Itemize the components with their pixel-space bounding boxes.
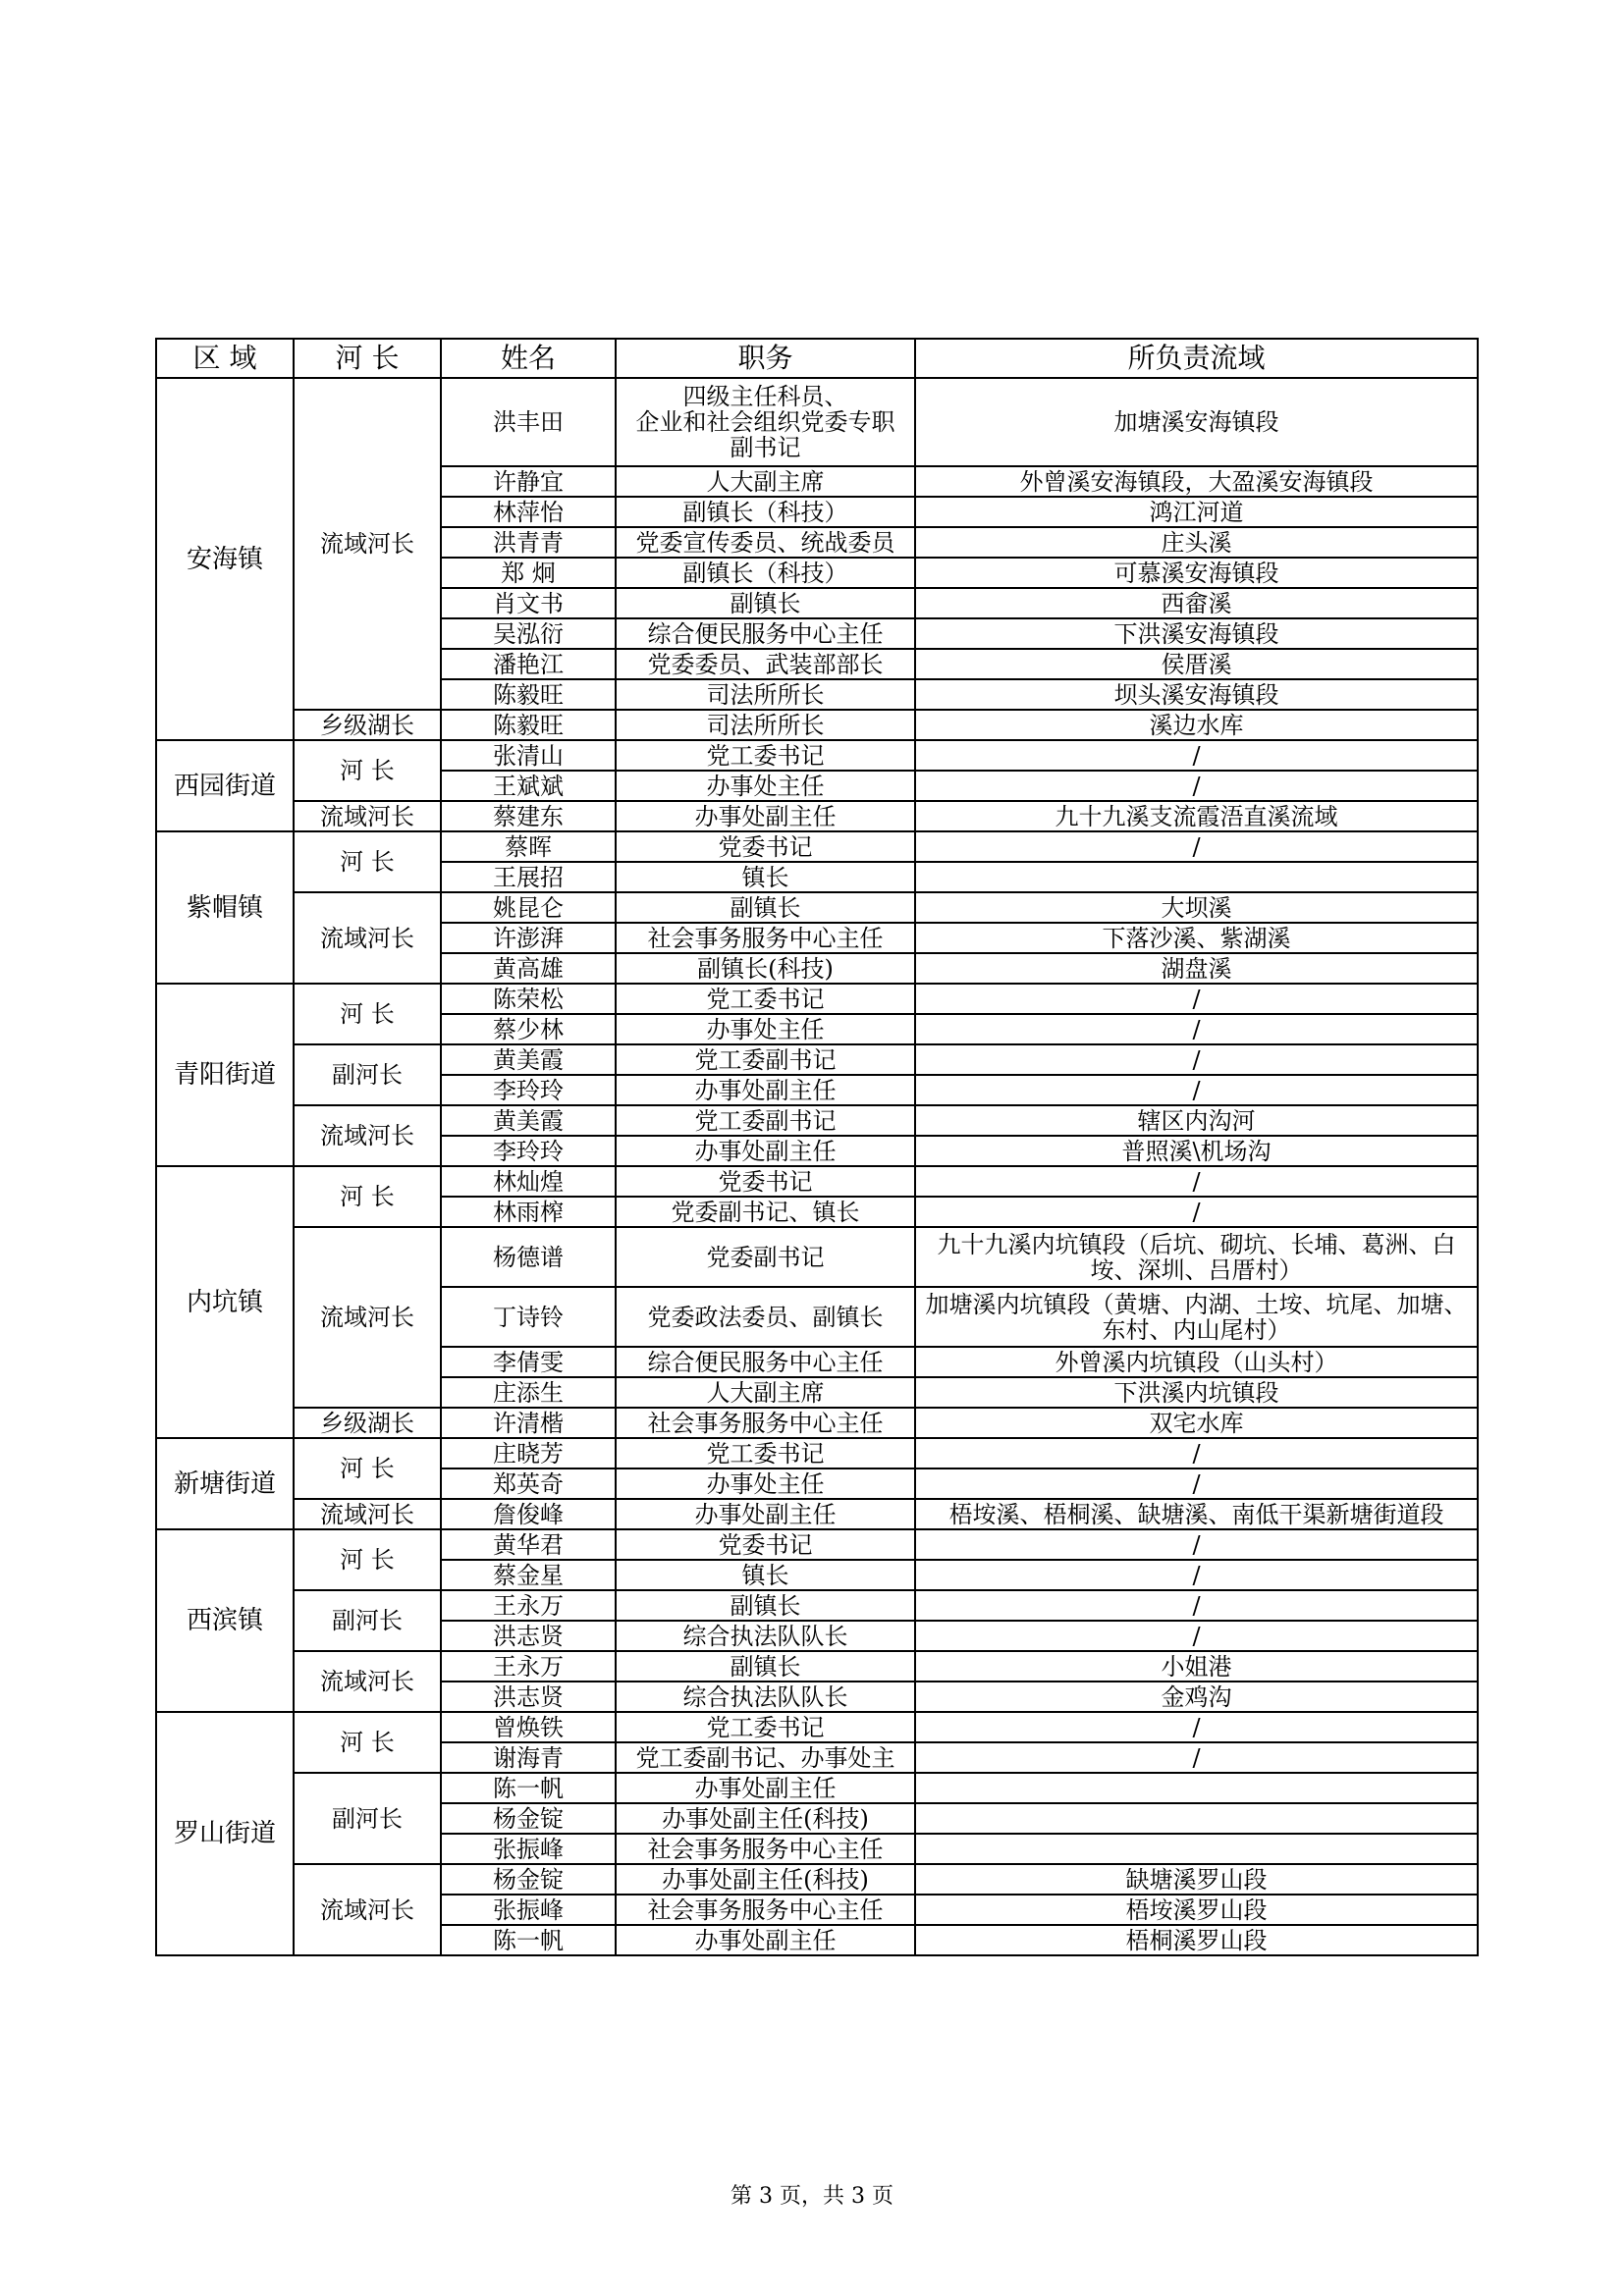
- basin-cell: /: [915, 1590, 1478, 1621]
- name-cell: 曾焕铁: [441, 1712, 616, 1742]
- name-cell: 谢海青: [441, 1742, 616, 1773]
- position-cell: 副镇长（科技）: [616, 497, 915, 527]
- area-cell: 内坑镇: [156, 1166, 294, 1438]
- position-cell: 四级主任科员、 企业和社会组织党委专职 副书记: [616, 378, 915, 466]
- name-cell: 蔡建东: [441, 801, 616, 831]
- header-chief: 河 长: [294, 339, 441, 378]
- header-position: 职务: [616, 339, 915, 378]
- basin-cell: /: [915, 1468, 1478, 1499]
- table-row: [156, 1438, 1478, 1468]
- position-cell: 综合便民服务中心主任: [616, 1347, 915, 1377]
- basin-cell: 庄头溪: [915, 527, 1478, 558]
- basin-cell: /: [915, 740, 1478, 771]
- basin-cell: 九十九溪内坑镇段（后坑、砌坑、长埔、葛洲、白垵、深圳、吕厝村）: [915, 1227, 1478, 1287]
- position-cell: 办事处副主任: [616, 1499, 915, 1529]
- basin-cell: /: [915, 1014, 1478, 1044]
- position-cell: 司法所所长: [616, 679, 915, 710]
- position-cell: 办事处副主任(科技): [616, 1803, 915, 1834]
- table-row: [156, 1773, 1478, 1803]
- name-cell: 林雨榨: [441, 1197, 616, 1227]
- name-cell: 陈毅旺: [441, 710, 616, 740]
- name-cell: 陈一帆: [441, 1773, 616, 1803]
- position-cell: 副镇长: [616, 892, 915, 923]
- basin-cell: [915, 1834, 1478, 1864]
- position-cell: 党委书记: [616, 1529, 915, 1560]
- position-cell: 办事处副主任: [616, 1075, 915, 1105]
- position-cell: 社会事务服务中心主任: [616, 1834, 915, 1864]
- name-cell: 张振峰: [441, 1895, 616, 1925]
- basin-cell: 九十九溪支流霞浯直溪流域: [915, 801, 1478, 831]
- name-cell: 潘艳江: [441, 649, 616, 679]
- table-row: [156, 1105, 1478, 1136]
- name-cell: 王永万: [441, 1590, 616, 1621]
- basin-cell: 普照溪\机场沟: [915, 1136, 1478, 1166]
- position-cell: 镇长: [616, 1560, 915, 1590]
- chief-role-cell: 河 长: [294, 1438, 441, 1499]
- position-cell: 办事处副主任: [616, 1925, 915, 1955]
- name-cell: 洪志贤: [441, 1621, 616, 1651]
- position-cell: 人大副主席: [616, 1377, 915, 1408]
- position-cell: 党委副书记、镇长: [616, 1197, 915, 1227]
- basin-cell: 梧垵溪、梧桐溪、缺塘溪、南低干渠新塘街道段: [915, 1499, 1478, 1529]
- basin-cell: 金鸡沟: [915, 1682, 1478, 1712]
- position-cell: 人大副主席: [616, 466, 915, 497]
- basin-cell: /: [915, 984, 1478, 1014]
- position-cell: 党工委书记: [616, 1438, 915, 1468]
- name-cell: 洪丰田: [441, 378, 616, 466]
- name-cell: 王永万: [441, 1651, 616, 1682]
- basin-cell: 大坝溪: [915, 892, 1478, 923]
- name-cell: 王展招: [441, 862, 616, 892]
- name-cell: 杨德谱: [441, 1227, 616, 1287]
- basin-cell: /: [915, 1529, 1478, 1560]
- basin-cell: 溪边水库: [915, 710, 1478, 740]
- name-cell: 蔡晖: [441, 831, 616, 862]
- position-cell: 社会事务服务中心主任: [616, 1895, 915, 1925]
- area-cell: 安海镇: [156, 378, 294, 740]
- basin-cell: /: [915, 1197, 1478, 1227]
- basin-cell: 小姐港: [915, 1651, 1478, 1682]
- basin-cell: 外曾溪内坑镇段（山头村）: [915, 1347, 1478, 1377]
- basin-cell: /: [915, 1560, 1478, 1590]
- name-cell: 郑英奇: [441, 1468, 616, 1499]
- basin-cell: 加塘溪内坑镇段（黄塘、内湖、土垵、坑尾、加塘、东村、内山尾村）: [915, 1287, 1478, 1347]
- name-cell: 庄添生: [441, 1377, 616, 1408]
- name-cell: 詹俊峰: [441, 1499, 616, 1529]
- position-cell: 办事处副主任: [616, 801, 915, 831]
- name-cell: 杨金锭: [441, 1864, 616, 1895]
- position-cell: 党委政法委员、副镇长: [616, 1287, 915, 1347]
- area-cell: 紫帽镇: [156, 831, 294, 984]
- position-cell: 副镇长: [616, 1651, 915, 1682]
- basin-cell: /: [915, 771, 1478, 801]
- position-cell: 办事处主任: [616, 1468, 915, 1499]
- basin-cell: 双宅水库: [915, 1408, 1478, 1438]
- area-cell: 西滨镇: [156, 1529, 294, 1712]
- basin-cell: /: [915, 1438, 1478, 1468]
- header-basin: 所负责流域: [915, 339, 1478, 378]
- name-cell: 蔡金星: [441, 1560, 616, 1590]
- basin-cell: /: [915, 1742, 1478, 1773]
- basin-cell: [915, 1803, 1478, 1834]
- header-name: 姓名: [441, 339, 616, 378]
- basin-cell: /: [915, 1166, 1478, 1197]
- basin-cell: /: [915, 1075, 1478, 1105]
- chief-role-cell: 流域河长: [294, 1864, 441, 1955]
- name-cell: 张振峰: [441, 1834, 616, 1864]
- name-cell: 陈一帆: [441, 1925, 616, 1955]
- position-cell: 综合便民服务中心主任: [616, 618, 915, 649]
- table-row: [156, 1590, 1478, 1621]
- position-cell: 党委委员、武装部部长: [616, 649, 915, 679]
- position-cell: 副镇长(科技): [616, 953, 915, 984]
- position-cell: 办事处副主任: [616, 1136, 915, 1166]
- basin-cell: 加塘溪安海镇段: [915, 378, 1478, 466]
- basin-cell: [915, 1773, 1478, 1803]
- name-cell: 许静宜: [441, 466, 616, 497]
- name-cell: 许澎湃: [441, 923, 616, 953]
- basin-cell: 梧垵溪罗山段: [915, 1895, 1478, 1925]
- area-cell: 新塘街道: [156, 1438, 294, 1529]
- river-chief-table: [155, 338, 1479, 1956]
- basin-cell: 下洪溪安海镇段: [915, 618, 1478, 649]
- name-cell: 郑 炯: [441, 558, 616, 588]
- table-row: [156, 831, 1478, 862]
- table-row: [156, 1651, 1478, 1682]
- table-row: [156, 1864, 1478, 1895]
- basin-cell: [915, 862, 1478, 892]
- name-cell: 李玲玲: [441, 1075, 616, 1105]
- chief-role-cell: 流域河长: [294, 892, 441, 984]
- area-cell: 罗山街道: [156, 1712, 294, 1955]
- position-cell: 副镇长: [616, 588, 915, 618]
- header-area: 区 域: [156, 339, 294, 378]
- name-cell: 李倩雯: [441, 1347, 616, 1377]
- name-cell: 丁诗铃: [441, 1287, 616, 1347]
- name-cell: 林灿煌: [441, 1166, 616, 1197]
- table-body: [156, 378, 1478, 1955]
- position-cell: 党工委书记: [616, 984, 915, 1014]
- table-row: [156, 1166, 1478, 1197]
- basin-cell: 可慕溪安海镇段: [915, 558, 1478, 588]
- basin-cell: 湖盘溪: [915, 953, 1478, 984]
- name-cell: 洪青青: [441, 527, 616, 558]
- area-cell: 青阳街道: [156, 984, 294, 1166]
- name-cell: 黄美霞: [441, 1105, 616, 1136]
- chief-role-cell: 河 长: [294, 984, 441, 1044]
- chief-role-cell: 河 长: [294, 1712, 441, 1773]
- basin-cell: 外曾溪安海镇段，大盈溪安海镇段: [915, 466, 1478, 497]
- basin-cell: 坝头溪安海镇段: [915, 679, 1478, 710]
- basin-cell: 下落沙溪、紫湖溪: [915, 923, 1478, 953]
- name-cell: 杨金锭: [441, 1803, 616, 1834]
- position-cell: 党委书记: [616, 831, 915, 862]
- table-row: [156, 801, 1478, 831]
- basin-cell: /: [915, 1044, 1478, 1075]
- table-row: [156, 1408, 1478, 1438]
- chief-role-cell: 流域河长: [294, 1651, 441, 1712]
- chief-role-cell: 河 长: [294, 831, 441, 892]
- table-header: [156, 339, 1478, 378]
- position-cell: 党工委副书记、办事处主: [616, 1742, 915, 1773]
- table-row: [156, 1529, 1478, 1560]
- chief-role-cell: 流域河长: [294, 801, 441, 831]
- basin-cell: 西畲溪: [915, 588, 1478, 618]
- position-cell: 办事处主任: [616, 1014, 915, 1044]
- table-row: [156, 1712, 1478, 1742]
- position-cell: 办事处副主任: [616, 1773, 915, 1803]
- basin-cell: 鸿江河道: [915, 497, 1478, 527]
- name-cell: 庄晓芳: [441, 1438, 616, 1468]
- position-cell: 综合执法队队长: [616, 1621, 915, 1651]
- position-cell: 党工委书记: [616, 740, 915, 771]
- name-cell: 李玲玲: [441, 1136, 616, 1166]
- position-cell: 党委书记: [616, 1166, 915, 1197]
- chief-role-cell: 河 长: [294, 740, 441, 801]
- table-row: [156, 984, 1478, 1014]
- chief-role-cell: 副河长: [294, 1044, 441, 1105]
- position-cell: 镇长: [616, 862, 915, 892]
- table-row: [156, 740, 1478, 771]
- name-cell: 张清山: [441, 740, 616, 771]
- position-cell: 办事处副主任(科技): [616, 1864, 915, 1895]
- name-cell: 姚昆仑: [441, 892, 616, 923]
- name-cell: 许清楷: [441, 1408, 616, 1438]
- area-cell: 西园街道: [156, 740, 294, 831]
- name-cell: 陈荣松: [441, 984, 616, 1014]
- basin-cell: 缺塘溪罗山段: [915, 1864, 1478, 1895]
- name-cell: 黄华君: [441, 1529, 616, 1560]
- table-row: [156, 892, 1478, 923]
- basin-cell: 梧桐溪罗山段: [915, 1925, 1478, 1955]
- chief-role-cell: 河 长: [294, 1529, 441, 1590]
- position-cell: 社会事务服务中心主任: [616, 1408, 915, 1438]
- chief-role-cell: 流域河长: [294, 1105, 441, 1166]
- name-cell: 陈毅旺: [441, 679, 616, 710]
- chief-role-cell: 流域河长: [294, 378, 441, 710]
- position-cell: 党委副书记: [616, 1227, 915, 1287]
- chief-role-cell: 副河长: [294, 1773, 441, 1864]
- position-cell: 党工委副书记: [616, 1044, 915, 1075]
- basin-cell: 下洪溪内坑镇段: [915, 1377, 1478, 1408]
- chief-role-cell: 副河长: [294, 1590, 441, 1651]
- page-footer: 第 3 页，共 3 页: [731, 2184, 893, 2209]
- table-row: [156, 710, 1478, 740]
- name-cell: 吴泓衍: [441, 618, 616, 649]
- position-cell: 副镇长: [616, 1590, 915, 1621]
- position-cell: 社会事务服务中心主任: [616, 923, 915, 953]
- chief-role-cell: 乡级湖长: [294, 710, 441, 740]
- position-cell: 办事处主任: [616, 771, 915, 801]
- chief-role-cell: 流域河长: [294, 1499, 441, 1529]
- position-cell: 党工委书记: [616, 1712, 915, 1742]
- basin-cell: /: [915, 831, 1478, 862]
- name-cell: 王斌斌: [441, 771, 616, 801]
- position-cell: 司法所所长: [616, 710, 915, 740]
- position-cell: 综合执法队队长: [616, 1682, 915, 1712]
- basin-cell: 辖区内沟河: [915, 1105, 1478, 1136]
- name-cell: 黄美霞: [441, 1044, 616, 1075]
- table-row: [156, 378, 1478, 466]
- position-cell: 党工委副书记: [616, 1105, 915, 1136]
- name-cell: 林萍怡: [441, 497, 616, 527]
- position-cell: 党委宣传委员、统战委员: [616, 527, 915, 558]
- name-cell: 洪志贤: [441, 1682, 616, 1712]
- header-row: [156, 339, 1478, 378]
- name-cell: 黄高雄: [441, 953, 616, 984]
- basin-cell: 侯厝溪: [915, 649, 1478, 679]
- table-row: [156, 1227, 1478, 1287]
- basin-cell: /: [915, 1712, 1478, 1742]
- table-row: [156, 1499, 1478, 1529]
- name-cell: 肖文书: [441, 588, 616, 618]
- table-row: [156, 1044, 1478, 1075]
- position-cell: 副镇长（科技）: [616, 558, 915, 588]
- chief-role-cell: 流域河长: [294, 1227, 441, 1408]
- name-cell: 蔡少林: [441, 1014, 616, 1044]
- chief-role-cell: 河 长: [294, 1166, 441, 1227]
- basin-cell: /: [915, 1621, 1478, 1651]
- chief-role-cell: 乡级湖长: [294, 1408, 441, 1438]
